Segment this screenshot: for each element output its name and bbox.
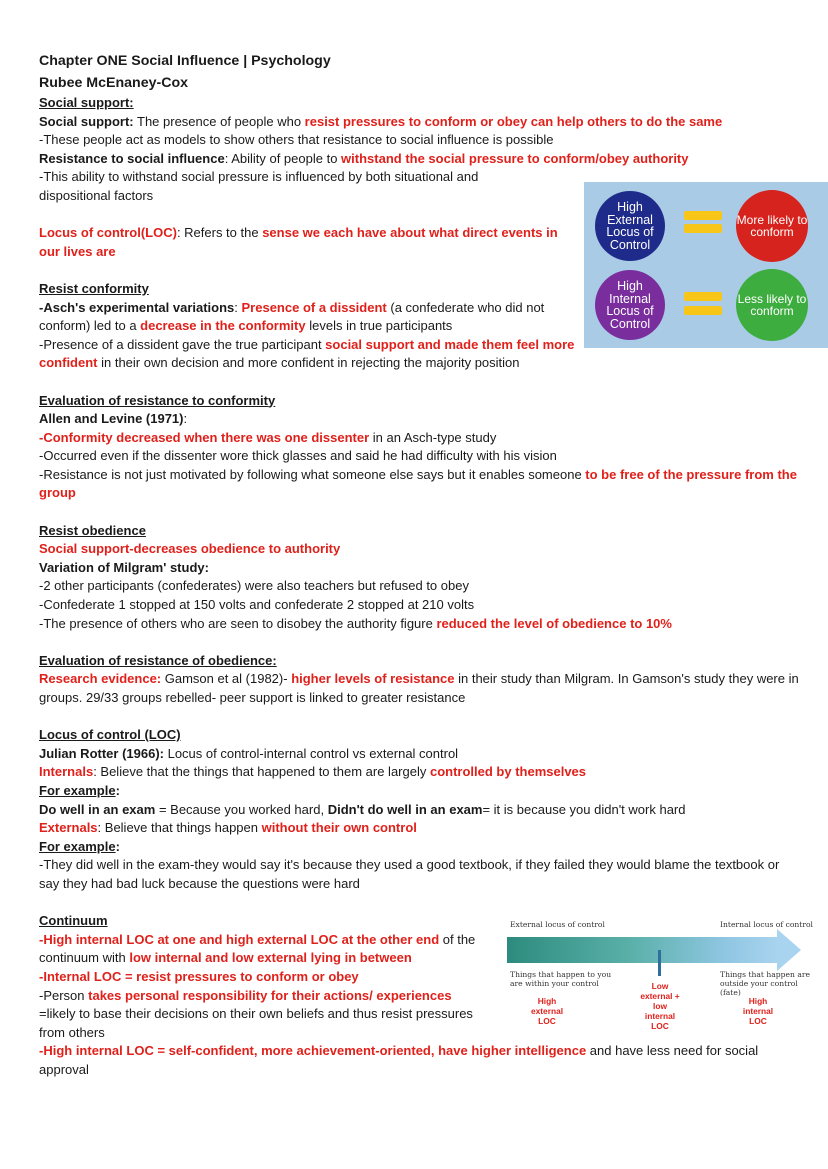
paragraph: For example: bbox=[39, 782, 120, 798]
high-external-circle: High External Locus of Control bbox=[595, 191, 665, 261]
eval-obedience-heading: Evaluation of resistance of obedience: bbox=[39, 652, 277, 668]
paragraph: Allen and Levine (1971): bbox=[39, 411, 188, 427]
paragraph: -This ability to withstand social pressure is influenced by both situational and dispositional factors bbox=[39, 169, 479, 203]
loc-heading: Locus of control (LOC) bbox=[39, 727, 181, 743]
paragraph: -Resistance is not just motivated by following what someone else says but it enables someone to be free of the pressure from the group bbox=[39, 466, 797, 501]
middle-label: Low external + low internal LOC bbox=[640, 981, 680, 1031]
more-likely-circle: More likely to conform bbox=[736, 190, 808, 262]
less-likely-circle: Less likely to conform bbox=[736, 269, 808, 341]
loc-continuum-diagram bbox=[507, 918, 819, 1040]
document-title: Chapter ONE Social Influence | Psychology bbox=[39, 53, 331, 69]
paragraph: -The presence of others who are seen to disobey the authority figure reduced the level of obedience to 10% bbox=[39, 615, 672, 631]
right-description: Things that happen are outside your control (fate) bbox=[720, 970, 810, 997]
paragraph: Locus of control(LOC): Refers to the sense we each have about what direct events in our lives are bbox=[39, 225, 558, 259]
paragraph: Do well in an exam = Because you worked hard, Didn't do well in an exam= it is because you didn't work hard bbox=[39, 801, 686, 817]
equals-icon bbox=[684, 211, 722, 220]
paragraph: -High internal LOC at one and high external LOC at the other end of the continuum with low internal and low external lying in between bbox=[39, 931, 476, 966]
paragraph: Julian Rotter (1966): Locus of control-internal control vs external control bbox=[39, 745, 459, 761]
high-internal-circle: High Internal Locus of Control bbox=[595, 270, 665, 340]
paragraph: Social support-decreases obedience to authority bbox=[39, 541, 341, 557]
continuum-heading: Continuum bbox=[39, 913, 108, 929]
paragraph: -2 other participants (confederates) were also teachers but refused to obey bbox=[39, 578, 469, 594]
author-name: Rubee McEnaney-Cox bbox=[39, 75, 189, 91]
paragraph: -High internal LOC = self-confident, more achievement-oriented, have higher intelligence and have less need for social approval bbox=[39, 1043, 759, 1077]
arrow-head-icon bbox=[777, 929, 801, 971]
paragraph: Social support: The presence of people who resist pressures to conform or obey can help others to do the same bbox=[39, 113, 723, 129]
social-support-heading: Social support: bbox=[39, 95, 134, 110]
left-description: Things that happen to you are within your control bbox=[510, 970, 612, 988]
paragraph: =likely to base their decisions on their own beliefs and thus resist pressures from others bbox=[39, 1006, 473, 1040]
paragraph: For example: bbox=[39, 838, 120, 854]
midpoint-marker bbox=[658, 950, 661, 976]
paragraph: -Occurred even if the dissenter wore thick glasses and said he had difficulty with his vision bbox=[39, 448, 557, 464]
high-external-label: High external LOC bbox=[530, 996, 564, 1026]
paragraph: -Presence of a dissident gave the true participant social support and made them feel more confident in their own decision and more confident in rejecting the majority position bbox=[39, 336, 575, 371]
equals-icon bbox=[684, 224, 722, 233]
paragraph: Resistance to social influence: Ability of people to withstand the social pressure to conform/obey authority bbox=[39, 150, 689, 166]
equals-icon bbox=[684, 306, 722, 315]
external-loc-title: External locus of control bbox=[510, 920, 605, 929]
paragraph: Externals: Believe that things happen without their own control bbox=[39, 820, 417, 836]
equals-icon bbox=[684, 292, 722, 301]
high-internal-label: High internal LOC bbox=[742, 996, 774, 1026]
paragraph: -Asch's experimental variations: Presence of a dissident (a confederate who did not conform) led to a decrease in the conformity levels in true participants bbox=[39, 299, 545, 334]
paragraph: Variation of Milgram' study: bbox=[39, 559, 209, 575]
paragraph: -Person takes personal responsibility for their actions/ experiences bbox=[39, 987, 452, 1003]
resist-obedience-heading: Resist obedience bbox=[39, 522, 146, 538]
paragraph: -Confederate 1 stopped at 150 volts and confederate 2 stopped at 210 volts bbox=[39, 597, 475, 613]
paragraph: Internals: Believe that the things that happened to them are largely controlled by themselves bbox=[39, 764, 587, 780]
loc-conformity-diagram bbox=[584, 182, 828, 348]
eval-conformity-heading: Evaluation of resistance to conformity bbox=[39, 392, 276, 408]
continuum-arrow bbox=[507, 937, 779, 963]
paragraph: -These people act as models to show others that resistance to social influence is possible bbox=[39, 132, 554, 148]
internal-loc-title: Internal locus of control bbox=[720, 920, 813, 929]
paragraph: -Conformity decreased when there was one dissenter in an Asch-type study bbox=[39, 429, 497, 445]
paragraph: -Internal LOC = resist pressures to conform or obey bbox=[39, 968, 359, 984]
paragraph: Research evidence: Gamson et al (1982)- higher levels of resistance in their study than Milgram. In Gamson's study they were in groups. 29/33 groups rebelled- peer support is linked to greater resistance bbox=[39, 671, 799, 705]
paragraph: -They did well in the exam-they would say it's because they used a good textbook, if they failed they would blame the textbook or say they had bad luck because the questions were hard bbox=[39, 857, 780, 891]
resist-conformity-heading: Resist conformity bbox=[39, 280, 149, 296]
